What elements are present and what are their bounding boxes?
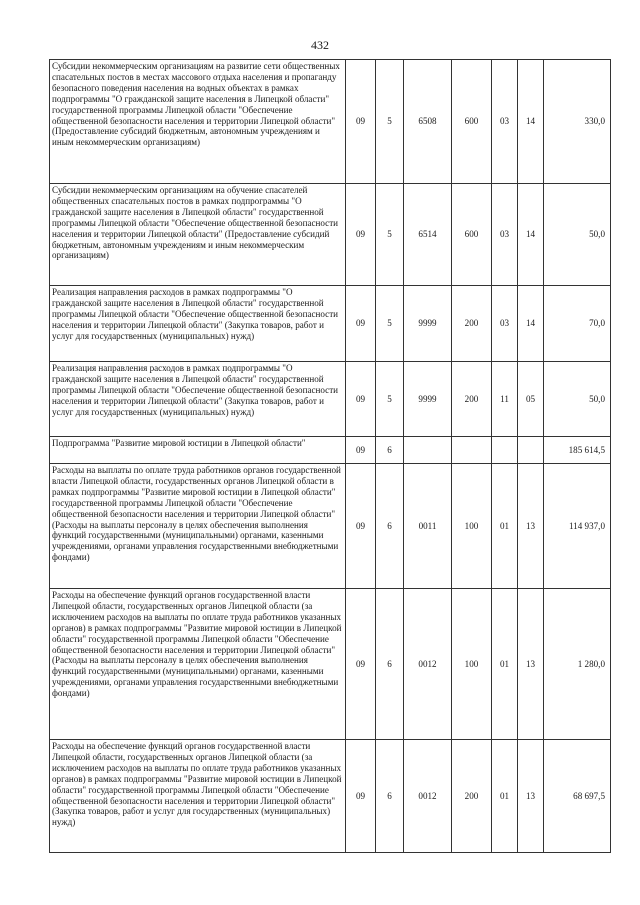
row-name: Расходы на выплаты по оплате труда работников органов государственной власти Липецкой области, государственных органов Липецкой области в рамках подпрограммы "Развитие мировой юстиции в Липецкой области" государственной программы Липецкой области "Обеспечение общественной безопасности населения и территории Липецкой области" (Расходы на выплаты персоналу в целях обеспечения выполнения функций государственными (муниципальными) органами, казенными учреждениями, органами управления государственными внебюджетными фондами): [50, 464, 346, 589]
code-cell: 09: [346, 464, 376, 589]
code-cell: [452, 437, 492, 464]
row-name: Расходы на обеспечение функций органов государственной власти Липецкой области, государственных органов Липецкой области (за исключением расходов на выплаты по оплате труда работников указанных органов) в рамках подпрограммы "Развитие мировой юстиции в Липецкой области" государственной программы Липецкой области "Обеспечение общественной безопасности населения и территории Липецкой области" (Закупка товаров, работ и услуг для государственных (муниципальных) нужд): [50, 740, 346, 853]
code-cell: 0012: [404, 589, 452, 740]
page-number: 432: [311, 38, 329, 52]
row-name: Реализация направления расходов в рамках подпрограммы "О гражданской защите населения в Липецкой области" государственной программы Липецкой области "Обеспечение общественной безопасности населения и территории Липецкой области" (Закупка товаров, работ и услуг для государственных (муниципальных) нужд): [50, 286, 346, 362]
code-cell: 09: [346, 184, 376, 286]
code-cell: 5: [376, 60, 404, 184]
code-cell: 14: [518, 286, 544, 362]
budget-table: [49, 59, 611, 853]
amount-cell: 330,0: [544, 60, 611, 184]
code-cell: 13: [518, 740, 544, 853]
code-cell: 03: [492, 60, 518, 184]
amount-cell: 114 937,0: [544, 464, 611, 589]
code-cell: 01: [492, 740, 518, 853]
code-cell: 6508: [404, 60, 452, 184]
code-cell: 09: [346, 60, 376, 184]
code-cell: 0012: [404, 740, 452, 853]
code-cell: 5: [376, 184, 404, 286]
table-row: [50, 362, 611, 437]
code-cell: 200: [452, 740, 492, 853]
row-name: Подпрограмма "Развитие мировой юстиции в Липецкой области": [50, 437, 346, 464]
code-cell: 6514: [404, 184, 452, 286]
code-cell: 6: [376, 464, 404, 589]
code-cell: 03: [492, 286, 518, 362]
code-cell: 6: [376, 437, 404, 464]
amount-cell: 70,0: [544, 286, 611, 362]
amount-cell: 1 280,0: [544, 589, 611, 740]
code-cell: 05: [518, 362, 544, 437]
code-cell: [404, 437, 452, 464]
code-cell: 09: [346, 286, 376, 362]
table-row: [50, 589, 611, 740]
code-cell: 5: [376, 286, 404, 362]
code-cell: 14: [518, 60, 544, 184]
code-cell: 100: [452, 464, 492, 589]
code-cell: 9999: [404, 362, 452, 437]
table-row: [50, 60, 611, 184]
table-row: [50, 286, 611, 362]
code-cell: 09: [346, 740, 376, 853]
code-cell: 9999: [404, 286, 452, 362]
table-row: [50, 437, 611, 464]
amount-cell: 50,0: [544, 184, 611, 286]
code-cell: [492, 437, 518, 464]
row-name: Расходы на обеспечение функций органов государственной власти Липецкой области, государственных органов Липецкой области (за исключением расходов на выплаты по оплате труда работников указанных органов) в рамках подпрограммы "Развитие мировой юстиции в Липецкой области" государственной программы Липецкой области "Обеспечение общественной безопасности населения и территории Липецкой области" (Расходы на выплаты персоналу в целях обеспечения выполнения функций государственными (муниципальными) органами, казенными учреждениями, органами управления государственными внебюджетными фондами): [50, 589, 346, 740]
table-row: [50, 740, 611, 853]
amount-cell: 50,0: [544, 362, 611, 437]
amount-cell: 68 697,5: [544, 740, 611, 853]
code-cell: 5: [376, 362, 404, 437]
amount-cell: 185 614,5: [544, 437, 611, 464]
code-cell: 6: [376, 589, 404, 740]
code-cell: 11: [492, 362, 518, 437]
code-cell: 200: [452, 362, 492, 437]
table-row: [50, 184, 611, 286]
code-cell: 09: [346, 437, 376, 464]
code-cell: 03: [492, 184, 518, 286]
code-cell: 09: [346, 362, 376, 437]
code-cell: 01: [492, 464, 518, 589]
code-cell: [518, 437, 544, 464]
code-cell: 01: [492, 589, 518, 740]
code-cell: 14: [518, 184, 544, 286]
code-cell: 100: [452, 589, 492, 740]
code-cell: 600: [452, 60, 492, 184]
code-cell: 0011: [404, 464, 452, 589]
code-cell: 600: [452, 184, 492, 286]
code-cell: 200: [452, 286, 492, 362]
row-name: Субсидии некоммерческим организациям на обучение спасателей общественных спасательных постов в рамках подпрограммы "О гражданской защите населения в Липецкой области" государственной программы Липецкой области "Обеспечение общественной безопасности населения и территории Липецкой области" (Предоставление субсидий бюджетным, автономным учреждениям и иным некоммерческим организациям): [50, 184, 346, 286]
table-row: [50, 464, 611, 589]
code-cell: 6: [376, 740, 404, 853]
row-name: Реализация направления расходов в рамках подпрограммы "О гражданской защите населения в Липецкой области" государственной программы Липецкой области "Обеспечение общественной безопасности населения и территории Липецкой области" (Закупка товаров, работ и услуг для государственных (муниципальных) нужд): [50, 362, 346, 437]
code-cell: 09: [346, 589, 376, 740]
row-name: Субсидии некоммерческим организациям на развитие сети общественных спасательных постов в местах массового отдыха населения и пропаганду безопасного поведения населения на водных объектах в рамках подпрограммы "О гражданской защите населения в Липецкой области" государственной программы Липецкой области "Обеспечение общественной безопасности населения и территории Липецкой области" (Предоставление субсидий бюджетным, автономным учреждениям и иным некоммерческим организациям): [50, 60, 346, 184]
code-cell: 13: [518, 464, 544, 589]
code-cell: 13: [518, 589, 544, 740]
